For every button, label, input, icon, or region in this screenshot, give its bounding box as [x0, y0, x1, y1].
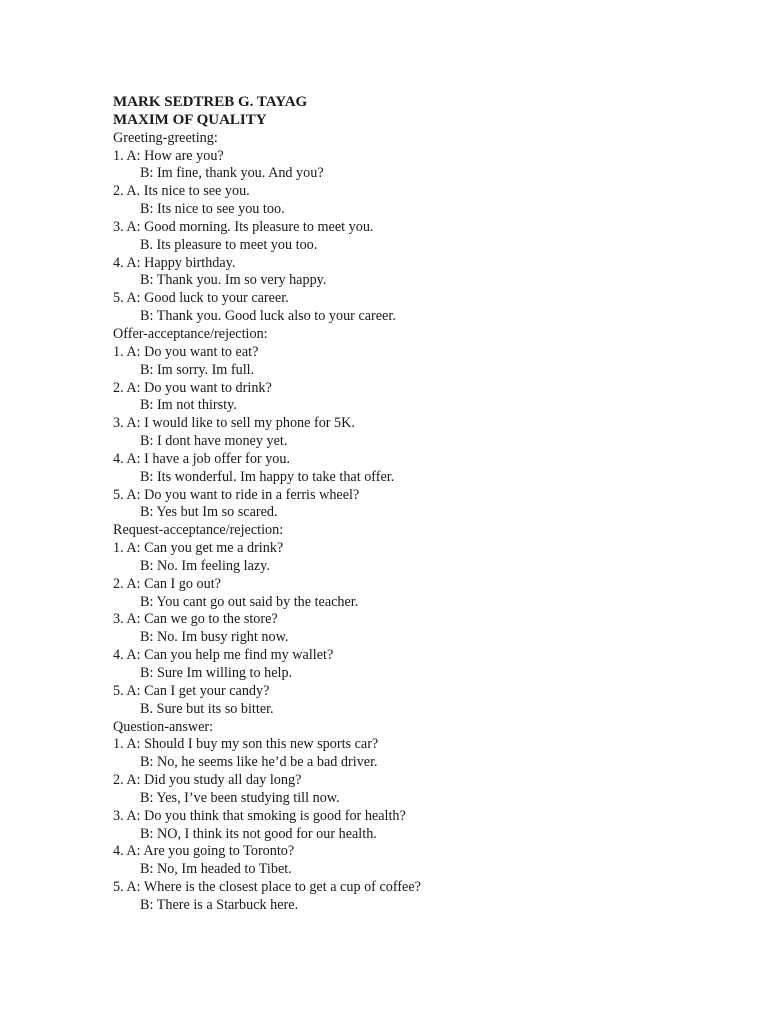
- dialogue-b-line: B: No, he seems like he’d be a bad driver.: [140, 754, 378, 771]
- dialogue-b-line: B: You cant go out said by the teacher.: [140, 593, 359, 610]
- section-heading: Request-acceptance/rejection:: [113, 522, 284, 539]
- dialogue-b-line: B: No. Im feeling lazy.: [140, 557, 270, 574]
- dialogue-b-line: B: There is a Starbuck here.: [140, 896, 299, 913]
- dialogue-a-line: 2. A. Its nice to see you.: [113, 183, 250, 200]
- dialogue-b-line: B: Its wonderful. Im happy to take that offer.: [140, 468, 395, 485]
- dialogue-b-line: B: No, Im headed to Tibet.: [140, 861, 292, 878]
- dialogue-b-line: B. Sure but its so bitter.: [140, 700, 274, 717]
- dialogue-b-line: B: Thank you. Im so very happy.: [140, 272, 327, 289]
- dialogue-a-line: 3. A: Good morning. Its pleasure to meet you.: [113, 218, 374, 235]
- section-heading: Offer-acceptance/rejection:: [113, 325, 268, 342]
- dialogue-a-line: 4. A: I have a job offer for you.: [113, 450, 291, 467]
- dialogue-a-line: 4. A: Are you going to Toronto?: [113, 843, 295, 860]
- dialogue-a-line: 1. A: Can you get me a drink?: [113, 540, 284, 557]
- dialogue-b-line: B: Im fine, thank you. And you?: [140, 165, 324, 182]
- dialogue-b-line: B: I dont have money yet.: [140, 433, 288, 450]
- dialogue-a-line: 1. A: Should I buy my son this new sports car?: [113, 736, 379, 753]
- dialogue-a-line: 3. A: Do you think that smoking is good for health?: [113, 807, 406, 824]
- dialogue-a-line: 4. A: Happy birthday.: [113, 254, 236, 271]
- dialogue-a-line: 5. A: Do you want to ride in a ferris wheel?: [113, 486, 360, 503]
- dialogue-b-line: B: Im sorry. Im full.: [140, 361, 255, 378]
- dialogue-a-line: 2. A: Did you study all day long?: [113, 772, 302, 789]
- dialogue-a-line: 2. A: Can I go out?: [113, 575, 221, 592]
- dialogue-b-line: B: NO, I think its not good for our health.: [140, 825, 377, 842]
- dialogue-a-line: 3. A: Can we go to the store?: [113, 611, 278, 628]
- dialogue-a-line: 1. A: Do you want to eat?: [113, 343, 259, 360]
- dialogue-b-line: B. Its pleasure to meet you too.: [140, 236, 318, 253]
- section-heading: Question-answer:: [113, 718, 214, 735]
- dialogue-a-line: 5. A: Good luck to your career.: [113, 290, 289, 307]
- dialogue-b-line: B: Thank you. Good luck also to your career.: [140, 308, 396, 325]
- document-body: [113, 94, 733, 915]
- dialogue-a-line: 5. A: Can I get your candy?: [113, 682, 270, 699]
- dialogue-b-line: B: No. Im busy right now.: [140, 629, 289, 646]
- dialogue-a-line: 1. A: How are you?: [113, 147, 224, 164]
- section-heading: Greeting-greeting:: [113, 129, 218, 146]
- author-name: MARK SEDTREB G. TAYAG: [113, 94, 308, 110]
- dialogue-b-line: B: Sure Im willing to help.: [140, 665, 293, 681]
- dialogue-a-line: 3. A: I would like to sell my phone for 5K.: [113, 415, 355, 432]
- dialogue-b-line: B: Its nice to see you too.: [140, 201, 285, 218]
- dialogue-b-line: B: Yes, I’ve been studying till now.: [140, 789, 340, 806]
- dialogue-a-line: 4. A: Can you help me find my wallet?: [113, 647, 334, 664]
- dialogue-a-line: 2. A: Do you want to drink?: [113, 379, 272, 396]
- dialogue-a-line: 5. A: Where is the closest place to get a cup of coffee?: [113, 879, 421, 896]
- document-title: MAXIM OF QUALITY: [113, 111, 267, 128]
- dialogue-b-line: B: Yes but Im so scared.: [140, 504, 278, 521]
- dialogue-b-line: B: Im not thirsty.: [140, 397, 237, 414]
